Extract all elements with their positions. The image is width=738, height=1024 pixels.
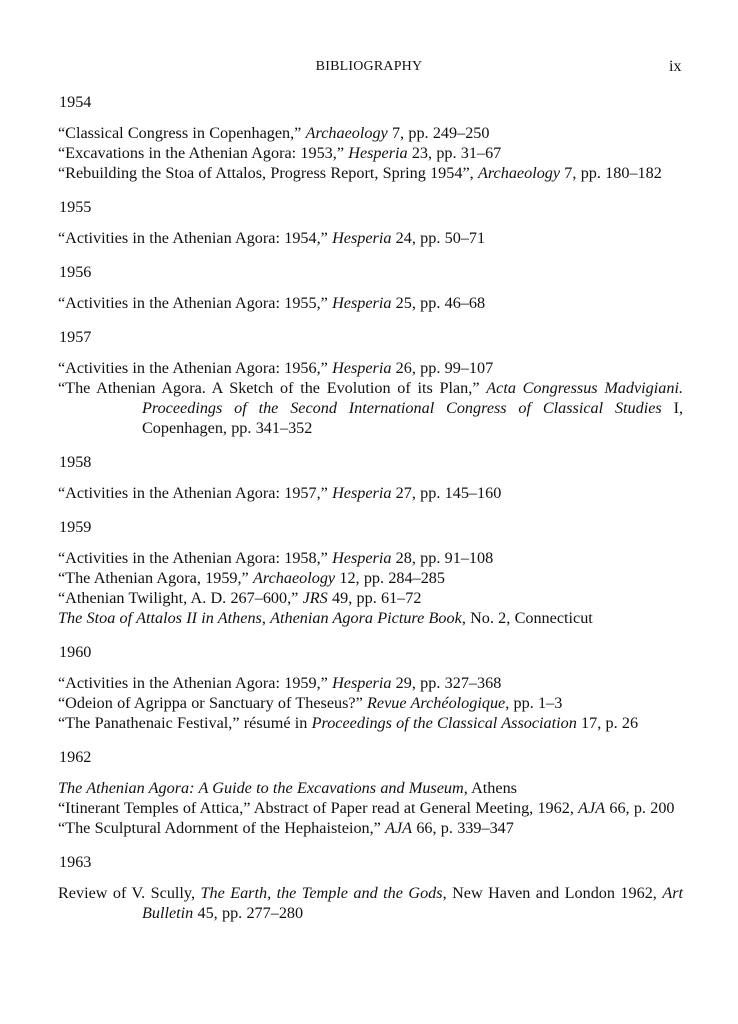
bibliography-entry	[58, 588, 683, 608]
bibliography-entry	[58, 673, 683, 693]
entry-text: 17, p. 26	[576, 714, 639, 732]
running-head	[0, 57, 738, 77]
bibliography-section	[58, 642, 683, 733]
entry-text: “Activities in the Athenian Agora: 1954,”	[58, 229, 333, 247]
entry-text: 24, pp. 50–71	[391, 229, 486, 247]
entry-text: “Activities in the Athenian Agora: 1958,”	[58, 549, 333, 567]
entry-text: 27, pp. 145–160	[391, 484, 502, 502]
entry-text: , Athens	[463, 779, 517, 797]
bibliography-section	[58, 452, 683, 503]
italic-title: AJA	[578, 799, 606, 817]
entry-text: 7, pp. 249–250	[387, 124, 490, 142]
entry-text: 29, pp. 327–368	[391, 674, 502, 692]
bibliography-entry	[58, 163, 683, 183]
italic-title: Archaeology	[253, 569, 336, 587]
bibliography-entry	[58, 358, 683, 378]
bibliography-entry	[58, 713, 683, 733]
bibliography-entry	[58, 693, 683, 713]
italic-title: Hesperia	[332, 549, 392, 567]
italic-title: Proceedings of the Classical Association	[311, 714, 577, 732]
bibliography-section	[58, 852, 683, 923]
bibliography-section	[58, 747, 683, 838]
year-heading: 1962	[59, 748, 92, 766]
entry-text: 7, pp. 180–182	[560, 164, 662, 182]
bibliography-entry	[58, 228, 683, 248]
entry-text: “Rebuilding the Stoa of Attalos, Progress Report, Spring 1954”,	[58, 164, 478, 182]
entry-text: “The Panathenaic Festival,” résumé in	[58, 714, 312, 732]
entry-text: , No. 2, Connecticut	[461, 609, 593, 627]
entry-text: “Classical Congress in Copenhagen,”	[58, 124, 306, 142]
entry-text: Review of V. Scully,	[58, 884, 201, 902]
bibliography-section	[58, 517, 683, 628]
entry-text: “The Athenian Agora, 1959,”	[58, 569, 253, 587]
year-heading: 1956	[59, 263, 92, 281]
year-heading: 1958	[59, 453, 92, 471]
bibliography-section	[58, 92, 683, 183]
entry-text: , New Haven and London 1962,	[442, 884, 663, 902]
entry-text: 66, p. 200	[605, 799, 675, 817]
bibliography-entry	[58, 883, 683, 923]
entry-text: 66, p. 339–347	[412, 819, 514, 837]
italic-title: The Earth, the Temple and the Gods	[200, 884, 443, 902]
entry-text: “Odeion of Agrippa or Sanctuary of Theseus?”	[58, 694, 368, 712]
page-number: ix	[669, 58, 682, 75]
entry-text: 25, pp. 46–68	[391, 294, 486, 312]
entry-text: 26, pp. 99–107	[391, 359, 494, 377]
italic-title: Hesperia	[332, 484, 392, 502]
entry-text: “Activities in the Athenian Agora: 1957,”	[58, 484, 333, 502]
entry-text: 28, pp. 91–108	[391, 549, 494, 567]
year-heading: 1959	[59, 518, 92, 536]
italic-title: The Athenian Agora: A Guide to the Excavations and Museum	[58, 779, 464, 797]
italic-title: Hesperia	[332, 294, 392, 312]
bibliography-entry	[58, 548, 683, 568]
bibliography-entry	[58, 608, 683, 628]
entry-text: 49, pp. 61–72	[327, 589, 422, 607]
year-heading: 1957	[59, 328, 92, 346]
entry-text: “Activities in the Athenian Agora: 1959,”	[58, 674, 333, 692]
entry-text: “The Athenian Agora. A Sketch of the Evolution of its Plan,”	[58, 379, 487, 397]
italic-title: Archaeology	[477, 164, 561, 182]
entry-text: “Activities in the Athenian Agora: 1955,”	[58, 294, 333, 312]
bibliography-section	[58, 197, 683, 248]
italic-title: Hesperia	[332, 229, 392, 247]
year-heading: 1960	[59, 643, 92, 661]
bibliography-entry	[58, 378, 683, 438]
year-heading: 1963	[59, 853, 92, 871]
entry-text: I, Copenhagen, pp. 341–352	[142, 399, 684, 437]
italic-title: Art Bulletin	[142, 884, 683, 922]
italic-title: Hesperia	[332, 359, 392, 377]
bibliography-entry	[58, 778, 683, 798]
italic-title: Athenian Agora Picture Book	[270, 609, 462, 627]
italic-title: AJA	[385, 819, 413, 837]
italic-title: The Stoa of Attalos II in Athens	[58, 609, 262, 627]
entry-text: 23, pp. 31–67	[407, 144, 502, 162]
entry-text: “Itinerant Temples of Attica,” Abstract of Paper read at General Meeting, 1962,	[58, 799, 579, 817]
bibliography-entry	[58, 123, 683, 143]
entry-text: “Activities in the Athenian Agora: 1956,”	[58, 359, 333, 377]
entry-text: “Athenian Twilight, A. D. 267–600,”	[58, 589, 303, 607]
bibliography-entry	[58, 798, 683, 818]
italic-title: Hesperia	[348, 144, 408, 162]
page-title: BIBLIOGRAPHY	[315, 59, 423, 74]
italic-title: Revue Archéologique	[367, 694, 506, 712]
bibliography-list	[58, 92, 683, 937]
bibliography-entry	[58, 818, 683, 838]
entry-text: “Excavations in the Athenian Agora: 1953,”	[58, 144, 349, 162]
italic-title: Archaeology	[305, 124, 388, 142]
bibliography-entry	[58, 483, 683, 503]
entry-text: “The Sculptural Adornment of the Hephaisteion,”	[58, 819, 386, 837]
bibliography-section	[58, 327, 683, 438]
italic-title: Hesperia	[332, 674, 392, 692]
bibliography-entry	[58, 293, 683, 313]
year-heading: 1954	[59, 93, 92, 111]
entry-text: 12, pp. 284–285	[335, 569, 445, 587]
bibliography-entry	[58, 143, 683, 163]
bibliography-entry	[58, 568, 683, 588]
entry-text: 45, pp. 277–280	[193, 904, 304, 922]
entry-text: ,	[261, 609, 271, 627]
italic-title: Acta Congressus Madvigiani. Proceedings of the Second International Congress of Classical Studies	[142, 379, 683, 417]
italic-title: JRS	[302, 589, 328, 607]
bibliography-section	[58, 262, 683, 313]
entry-text: , pp. 1–3	[505, 694, 563, 712]
year-heading: 1955	[59, 198, 92, 216]
